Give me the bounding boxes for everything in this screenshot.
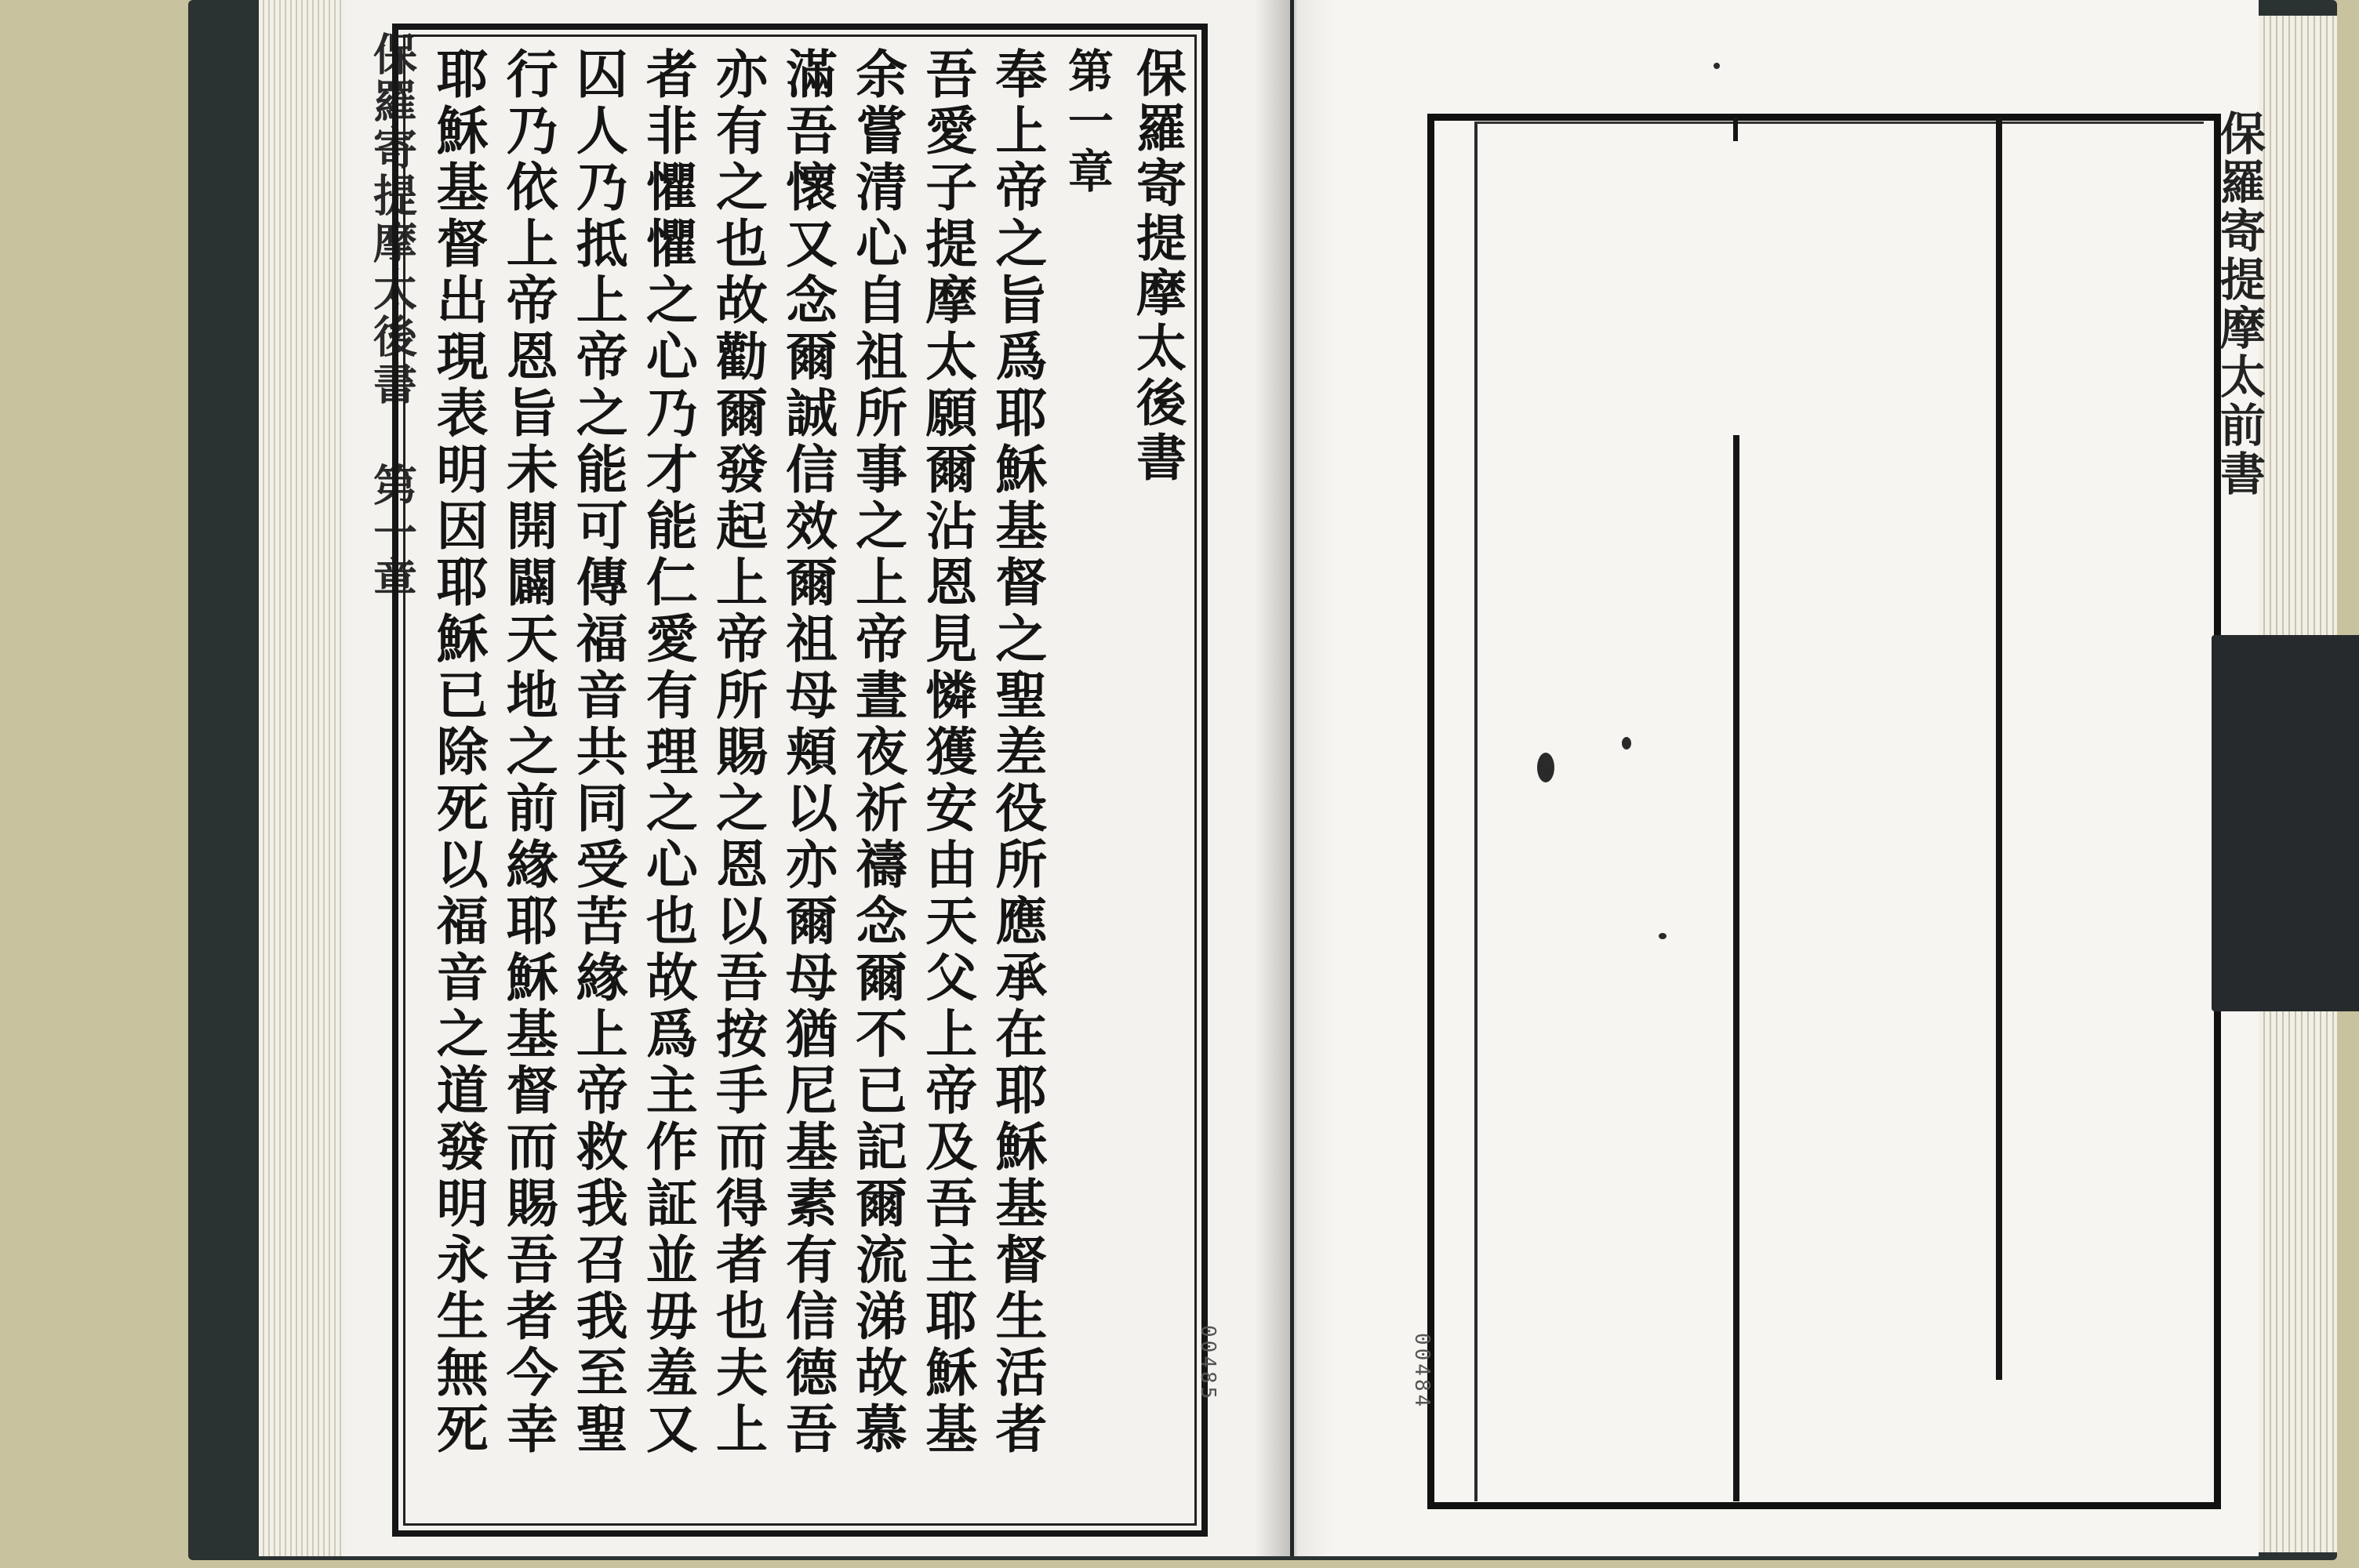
chapter-heading: 第一章 bbox=[1060, 47, 1114, 198]
print-speck bbox=[1714, 63, 1720, 69]
left-margin-text: 保羅寄提摩太後書 第一章 bbox=[366, 31, 418, 604]
right-page-number: 00484 bbox=[1410, 1333, 1434, 1410]
text-column: 耶穌基督出現表明因耶穌已除死以福音之道發明永生無死 bbox=[427, 47, 489, 1458]
text-column: 者非懼懼之心乃才能仁愛有理之心也故爲主作証並毋羞又 bbox=[637, 47, 699, 1458]
text-column: 亦有之也故勸爾發起上帝所賜之恩以吾按手而得者也夫上 bbox=[707, 47, 769, 1458]
print-speck bbox=[1622, 737, 1631, 750]
text-column: 囚人乃抵上帝之能可傳福音共同受苦緣上帝救我召我至聖 bbox=[567, 47, 629, 1458]
left-page-number: 00485 bbox=[1196, 1325, 1219, 1403]
text-column: 行乃依上帝恩旨未開闢天地之前緣耶穌基督而賜吾者今幸 bbox=[497, 47, 559, 1458]
scripture-text bbox=[423, 47, 1192, 1521]
book-title: 保羅寄提摩太後書 bbox=[1128, 47, 1187, 486]
text-column: 余嘗清心自祖所事之上帝晝夜祈禱念爾不已記爾流涕故慕 bbox=[846, 47, 908, 1458]
column-rule bbox=[1733, 118, 1738, 141]
next-page-edge-title: 保羅寄提摩太前書 bbox=[2212, 110, 2266, 499]
column-rule bbox=[1996, 118, 2002, 1380]
print-speck bbox=[1537, 753, 1554, 782]
book-gutter bbox=[1255, 0, 1333, 1556]
print-speck bbox=[1659, 933, 1667, 939]
column-rule bbox=[1733, 435, 1739, 1501]
text-column: 吾愛子提摩太願爾沾恩見憐獲安由天父上帝及吾主耶穌基 bbox=[916, 47, 978, 1458]
right-page-inner-frame bbox=[1474, 122, 2204, 1501]
text-column: 滿吾懷又念爾誠信效爾祖母頬以亦爾母猶尼基素有信德吾 bbox=[776, 47, 838, 1458]
bookmark-ribbon bbox=[2212, 635, 2359, 1011]
text-column: 奉上帝之旨爲耶穌基督之聖差役所應承在耶穌基督生活者 bbox=[986, 47, 1048, 1458]
